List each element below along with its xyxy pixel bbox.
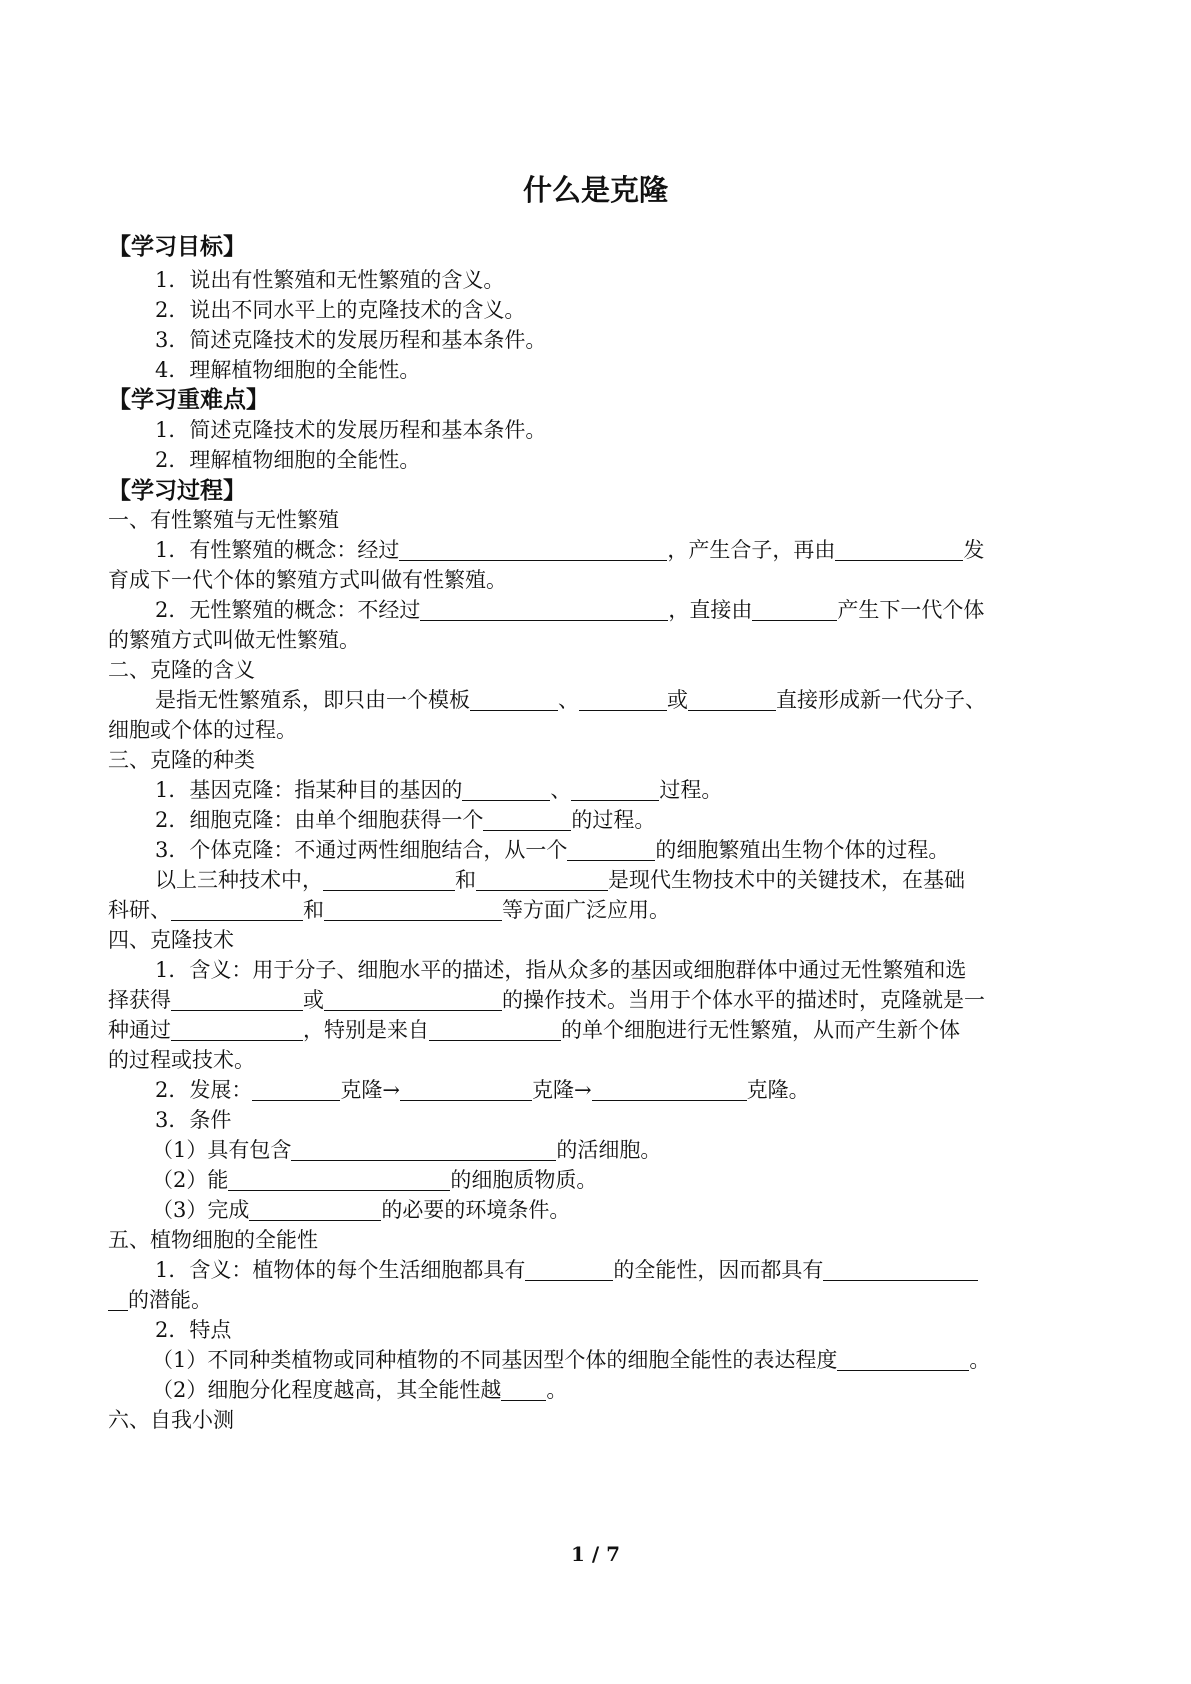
process-heading: 【学习过程】 xyxy=(108,478,246,504)
paragraph: 2．发展： 克隆→ 克隆→ 克隆。 xyxy=(155,1078,810,1102)
section-1-title: 一、有性繁殖与无性繁殖 xyxy=(108,508,339,532)
paragraph: 育成下一代个体的繁殖方式叫做有性繁殖。 xyxy=(108,568,507,592)
paragraph: 科研、 和 等方面广泛应用。 xyxy=(108,898,670,922)
section-3-title: 三、克隆的种类 xyxy=(108,748,255,772)
fill-blank[interactable] xyxy=(476,868,608,891)
page-title: 什么是克隆 xyxy=(522,173,668,207)
fill-blank[interactable] xyxy=(823,1258,978,1281)
key-point-item: 1．简述克隆技术的发展历程和基本条件。 xyxy=(155,418,547,442)
paragraph: 的过程或技术。 xyxy=(108,1048,255,1072)
section-4-title: 四、克隆技术 xyxy=(108,928,234,952)
fill-blank[interactable] xyxy=(252,1078,340,1101)
fill-blank[interactable] xyxy=(592,1078,747,1101)
paragraph: 是指无性繁殖系，即只由一个模板 、 或 直接形成新一代分子、 xyxy=(155,688,986,712)
fill-blank[interactable] xyxy=(171,1018,303,1041)
paragraph: 3．个体克隆：不通过两性细胞结合，从一个 的细胞繁殖出生物个体的过程。 xyxy=(155,838,950,862)
goal-item: 2．说出不同水平上的克隆技术的含义。 xyxy=(155,298,526,322)
paragraph: 种通过 ，特别是来自 的单个细胞进行无性繁殖，从而产生新个体 xyxy=(108,1018,960,1042)
fill-blank[interactable] xyxy=(171,988,303,1011)
fill-blank[interactable] xyxy=(399,538,667,561)
fill-blank[interactable] xyxy=(470,688,558,711)
page-number: 1 / 7 xyxy=(570,1542,621,1566)
paragraph: 2．细胞克隆：由单个细胞获得一个 的过程。 xyxy=(155,808,656,832)
paragraph: 以上三种技术中， 和 是现代生物技术中的关键技术，在基础 xyxy=(155,868,965,892)
fill-blank[interactable] xyxy=(324,988,502,1011)
goal-item: 4．理解植物细胞的全能性。 xyxy=(155,358,421,382)
fill-blank[interactable] xyxy=(400,1078,532,1101)
fill-blank[interactable] xyxy=(579,688,667,711)
fill-blank[interactable] xyxy=(571,778,659,801)
paragraph: 的繁殖方式叫做无性繁殖。 xyxy=(108,628,360,652)
fill-blank[interactable] xyxy=(567,838,655,861)
fill-blank[interactable] xyxy=(228,1168,450,1191)
paragraph: 2．无性繁殖的概念：不经过 ，直接由 产生下一代个体 xyxy=(155,598,985,622)
paragraph: 1．基因克隆：指某种目的基因的 、 过程。 xyxy=(155,778,723,802)
paragraph: （2）细胞分化程度越高，其全能性越 。 xyxy=(152,1378,568,1402)
fill-blank[interactable] xyxy=(835,538,963,561)
key-point-item: 2．理解植物细胞的全能性。 xyxy=(155,448,421,472)
goals-heading: 【学习目标】 xyxy=(108,234,246,260)
paragraph: 细胞或个体的过程。 xyxy=(108,718,297,742)
paragraph: 1．有性繁殖的概念：经过 ，产生合子，再由 发 xyxy=(155,538,985,562)
fill-blank[interactable] xyxy=(688,688,776,711)
fill-blank[interactable] xyxy=(462,778,550,801)
fill-blank[interactable] xyxy=(420,598,668,621)
fill-blank[interactable] xyxy=(837,1348,969,1371)
section-2-title: 二、克隆的含义 xyxy=(108,658,255,682)
section-6-title: 六、自我小测 xyxy=(108,1408,234,1432)
paragraph: 2．特点 xyxy=(155,1318,232,1342)
paragraph: 1．含义：用于分子、细胞水平的描述，指从众多的基因或细胞群体中通过无性繁殖和选 xyxy=(155,958,967,982)
fill-blank[interactable] xyxy=(429,1018,561,1041)
section-5-title: 五、植物细胞的全能性 xyxy=(108,1228,318,1252)
fill-blank[interactable] xyxy=(324,898,502,921)
paragraph: （3）完成 的必要的环境条件。 xyxy=(152,1198,571,1222)
paragraph: （1）具有包含 的活细胞。 xyxy=(152,1138,662,1162)
paragraph: 的潜能。 xyxy=(108,1285,212,1315)
fill-blank[interactable] xyxy=(108,1288,128,1311)
key-points-heading: 【学习重难点】 xyxy=(108,387,269,413)
paragraph: 3．条件 xyxy=(155,1108,232,1132)
paragraph: 1．含义：植物体的每个生活细胞都具有 的全能性，因而都具有 xyxy=(155,1255,978,1285)
fill-blank[interactable] xyxy=(323,868,455,891)
fill-blank[interactable] xyxy=(501,1378,546,1401)
fill-blank[interactable] xyxy=(171,898,303,921)
paragraph: （1）不同种类植物或同种植物的不同基因型个体的细胞全能性的表达程度 。 xyxy=(152,1348,991,1372)
goal-item: 3．简述克隆技术的发展历程和基本条件。 xyxy=(155,328,547,352)
fill-blank[interactable] xyxy=(525,1258,613,1281)
fill-blank[interactable] xyxy=(752,598,837,621)
paragraph: 择获得 或 的操作技术。当用于个体水平的描述时，克隆就是一 xyxy=(108,988,985,1012)
fill-blank[interactable] xyxy=(249,1198,381,1221)
goal-item: 1．说出有性繁殖和无性繁殖的含义。 xyxy=(155,268,505,292)
fill-blank[interactable] xyxy=(291,1138,556,1161)
fill-blank[interactable] xyxy=(483,808,571,831)
paragraph: （2）能 的细胞质物质。 xyxy=(152,1168,598,1192)
